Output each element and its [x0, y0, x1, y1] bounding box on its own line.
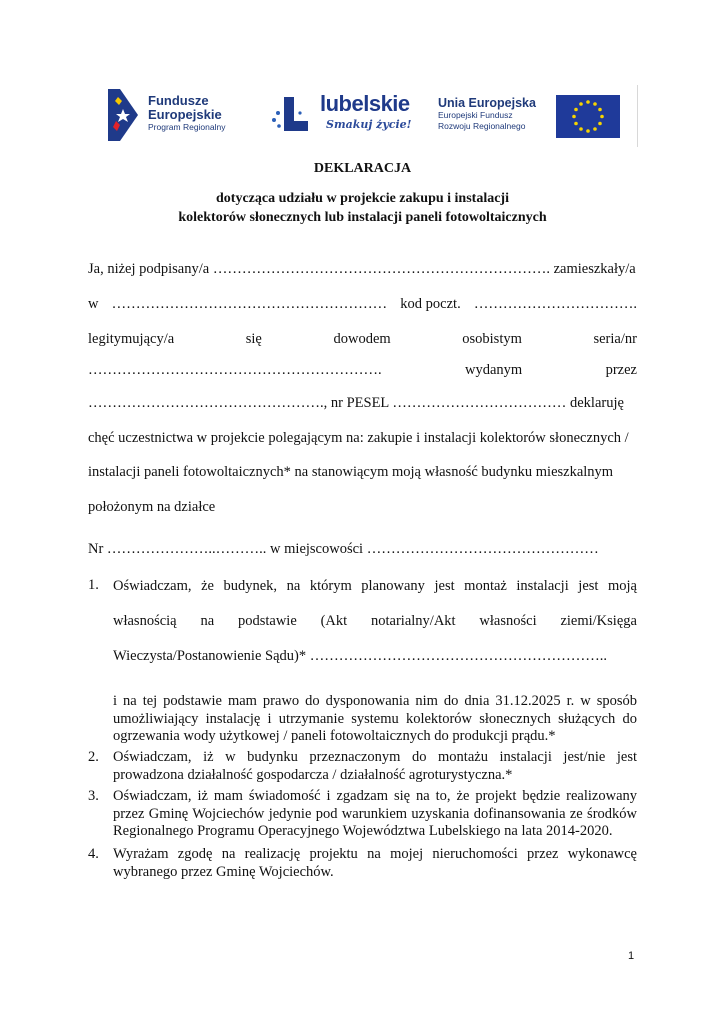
- form-line-id: [88, 330, 637, 348]
- ue-line2: Europejski Fundusz: [438, 110, 513, 120]
- statement-3-text: Oświadczam, iż mam świadomość i zgadzam się na to, że projekt będzie realizowany przez Gminę Wojciechów jedynie pod warunkiem uzyskania dofinansowania ze środków Regionalnego Programu Operacyjnego Województwa Lubelskiego na lata 2014-2020.: [113, 788, 637, 839]
- ue-line3: Rozwoju Regionalnego: [438, 121, 526, 131]
- form-line-plot: Nr …………………..……….. w miejscowości …………………………………………: [88, 541, 599, 557]
- subtitle-line-2: kolektorów słonecznych lub instalacji paneli fotowoltaicznych: [178, 210, 547, 225]
- statement-number: 1.: [88, 577, 99, 593]
- logo-strip: [108, 85, 638, 145]
- document-subtitle: [0, 189, 725, 227]
- fe-line1: Fundusze: [148, 93, 209, 108]
- page-number: 1: [628, 950, 635, 962]
- lubelskie-name: lubelskie: [320, 91, 410, 116]
- statement-4-text: Wyrażam zgodę na realizację projektu na mojej nieruchomości przez wykonawcę wybranego przez Gminę Wojciechów.: [113, 846, 637, 880]
- lubelskie-logo-icon: [270, 93, 314, 135]
- eu-flag-icon: [556, 95, 620, 138]
- id-word-5: seria/nr: [593, 331, 637, 347]
- address-field: …………………………………………………: [111, 296, 388, 312]
- s1-word-6: własności: [479, 613, 537, 629]
- statement-1-line-3: Wieczysta/Postanowienie Sądu)* ……………………………………………………..: [113, 648, 607, 664]
- fundusze-europejskie-text: [148, 94, 225, 133]
- statement-number: 4.: [88, 846, 99, 862]
- form-line-address: [88, 295, 637, 313]
- address-prefix: w: [88, 296, 99, 312]
- s1-word-7: ziemi/Księga: [560, 613, 637, 629]
- fe-line3: Program Regionalny: [148, 122, 226, 132]
- statement-1-line-1: Oświadczam, że budynek, na którym planowany jest montaż instalacji jest moją: [113, 578, 637, 594]
- s1-word-5: notarialny/Akt: [371, 613, 456, 629]
- statement-2-text: Oświadczam, iż w budynku przeznaczonym do montażu instalacji jest/nie jest prowadzona działalność gospodarcza / działalność agroturystyczna.*: [113, 749, 637, 783]
- form-line-declaration-2: instalacji paneli fotowoltaicznych* na stanowiącym moją własność budynku mieszkalnym: [88, 464, 614, 480]
- s1-word-1: własnością: [113, 613, 177, 629]
- statement-number: 3.: [88, 788, 99, 804]
- form-line-declaration-3: położonym na działce: [88, 499, 216, 515]
- issued-by-word-2: przez: [605, 362, 637, 378]
- issued-by-word-1: wydanym: [465, 362, 523, 378]
- subtitle-line-1: dotycząca udziału w projekcie zakupu i instalacji: [216, 191, 509, 206]
- id-word-1: legitymujący/a: [88, 331, 175, 347]
- form-line-name: Ja, niżej podpisany/a ……………………………………………………………. zamieszkały/a: [88, 261, 636, 277]
- id-word-2: się: [245, 331, 262, 347]
- form-line-id-number: [88, 361, 637, 379]
- s1-word-4: (Akt: [320, 613, 348, 629]
- form-line-pesel: …………………………………………., nr PESEL ……………………………… deklaruję: [88, 395, 624, 411]
- s1-word-3: podstawie: [237, 613, 297, 629]
- ue-line1: Unia Europejska: [438, 96, 536, 110]
- fundusze-europejskie-logo-icon: [108, 89, 138, 141]
- id-word-4: osobistym: [462, 331, 522, 347]
- form-line-declaration-1: chęć uczestnictwa w projekcie polegającym na: zakupie i instalacji kolektorów słonecznych /: [88, 430, 629, 446]
- statement-1-line-2: [113, 612, 637, 630]
- statement-number: 2.: [88, 749, 99, 765]
- id-word-3: dowodem: [333, 331, 391, 347]
- id-number-field: …………………………………………………….: [88, 362, 382, 378]
- logo-divider: [637, 85, 638, 147]
- postal-code-label: kod poczt.: [400, 296, 461, 312]
- lubelskie-slogan: Smakuj życie!: [326, 118, 412, 131]
- fe-line2: Europejskie: [148, 107, 222, 122]
- postal-code-field: …………………………….: [473, 296, 637, 312]
- statement-1-paragraph: i na tej podstawie mam prawo do dysponowania nim do dnia 31.12.2025 r. w sposób umożliwiający instalację i utrzymanie systemu kolektorów słonecznych służących do ogrzewania wody użytkowej / paneli fotowoltaicznych do produkcji prądu.*: [113, 693, 637, 744]
- s1-word-2: na: [200, 613, 215, 629]
- unia-europejska-text: [438, 97, 536, 132]
- document-title: DEKLARACJA: [313, 161, 412, 176]
